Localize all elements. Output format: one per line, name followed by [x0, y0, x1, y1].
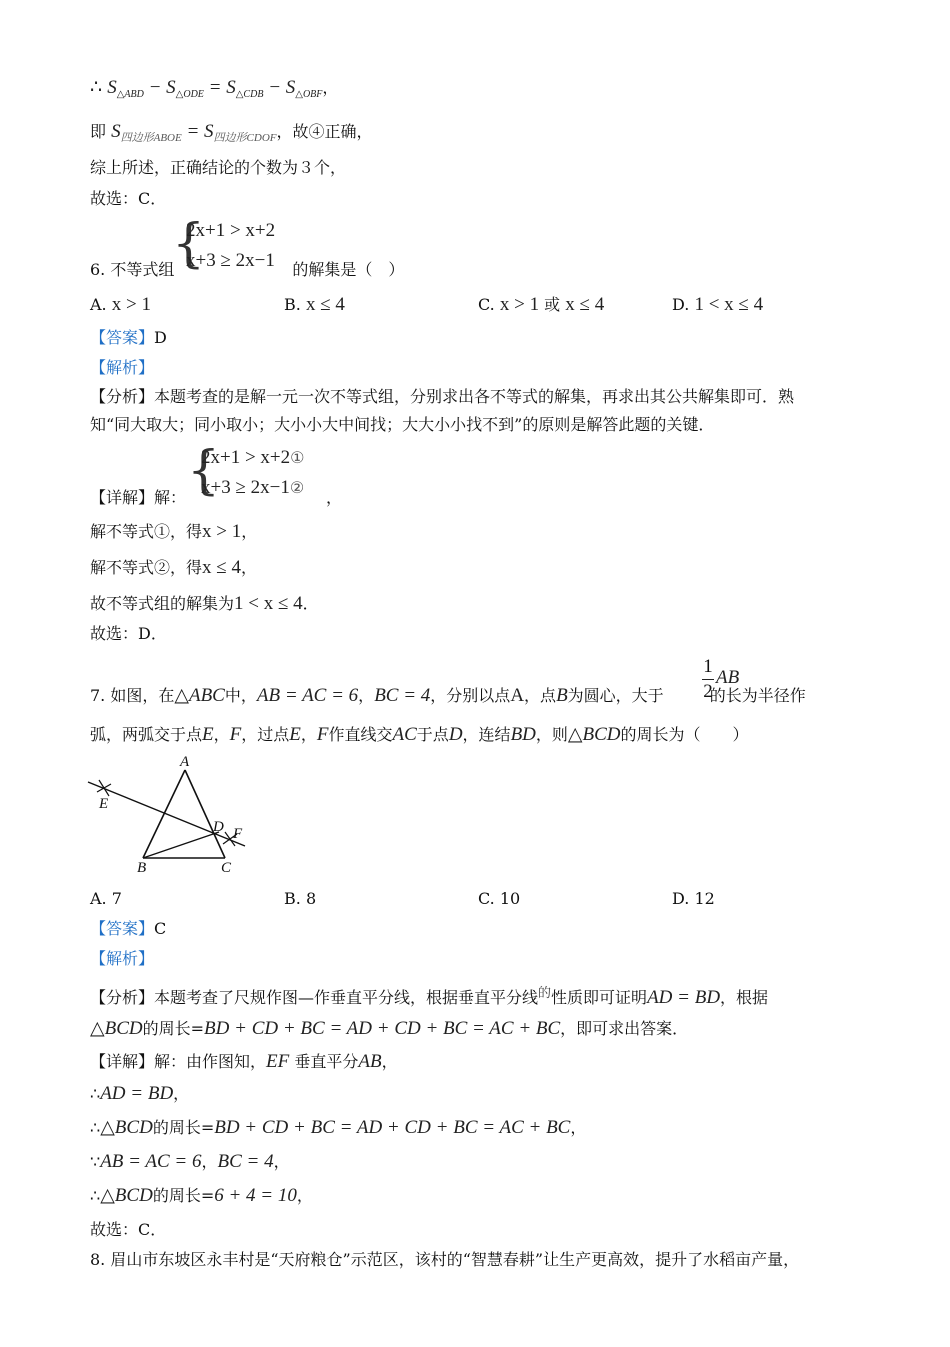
q6-step-1: 解不等式①，得x > 1，: [90, 521, 258, 542]
q8-stem: 8. 眉山市东坡区永丰村是“天府粮仓”示范区，该村的“智慧春耕”让生产更高效，提升了水稻亩产量，: [90, 1250, 800, 1269]
q7-option-d[interactable]: D. 12: [672, 889, 715, 908]
q6-option-c[interactable]: C. x > 1 或 x ≤ 4: [478, 294, 605, 315]
q7-stem-2: 弧，两弧交于点E，F，过点E，F作直线交AC于点D，连结BD，则△BCD的周长为（ ）: [90, 724, 749, 745]
side-ac: [185, 770, 225, 858]
prev-line-1: ∴ $S_{\triangle ABD} - S_{\triangle ODE} = S_{\triangle CDB} - S_{\triangle OBF}$，: [90, 77, 339, 100]
label-c: C: [221, 860, 232, 876]
q7-option-a[interactable]: A. 7: [90, 889, 122, 908]
q7-answer: 【答案】C: [90, 919, 167, 938]
prev-line-4: 故选：C．: [90, 189, 167, 208]
q7-step-1: ∴AD = BD，: [90, 1083, 190, 1104]
label-a: A: [180, 754, 190, 770]
q6-fenxi-1: 【分析】本题考查的是解一元一次不等式组，分别求出各不等式的解集，再求出其公共解集即可．熟: [90, 387, 795, 406]
arc-mark-e: [97, 780, 111, 796]
q6-detail-system: { 2x+1 > x+2① x+3 ≥ 2x−1②: [187, 441, 305, 501]
q6-option-a[interactable]: A. x > 1: [90, 294, 151, 315]
line-ef: [88, 782, 245, 846]
brace-glyph: {: [187, 441, 221, 501]
q6-fenxi-2: 知“同大取大；同小取小；大小小大中间找；大大小小找不到”的原则是解答此题的关键．: [90, 415, 715, 434]
label-e: E: [99, 796, 109, 812]
q7-fraction: 1 2: [703, 656, 713, 702]
fraction-bar: [702, 679, 714, 680]
q7-step-2: ∴△BCD的周长=BD + CD + BC = AD + CD + BC = AC + BC，: [90, 1117, 587, 1138]
q6-detail: 【详解】解： ，: [90, 488, 343, 507]
q6-option-d[interactable]: D. 1 < x ≤ 4: [672, 294, 764, 315]
q6-analysis-tag: 【解析】: [90, 358, 155, 377]
prev-eq-2: $S_{四边形ABOE} = S_{四边形CDOF}$: [111, 121, 277, 144]
q7-option-b[interactable]: B. 8: [284, 889, 317, 908]
prev-line-3: 综上所述，正确结论的个数为３个，: [90, 158, 347, 177]
q7-step-3: ∵AB = AC = 6，BC = 4，: [90, 1151, 290, 1172]
side-ab: [143, 770, 185, 858]
q6-step-2: 解不等式②，得x ≤ 4，: [90, 557, 257, 578]
q6-stem: 6. 不等式组 的解集是（ ）: [90, 260, 405, 279]
q7-stem-1: 7. 如图，在△ABC中，AB = AC = 6，BC = 4，分别以点A，点B为圆心，大于 的长为半径作: [90, 685, 806, 706]
label-f: F: [233, 826, 243, 842]
q6-ineq-2: x+3 ≥ 2x−1: [186, 250, 275, 271]
q6-step-3: 故不等式组的解集为1 < x ≤ 4．: [90, 593, 319, 614]
q7-step-4: ∴△BCD的周长=6 + 4 = 10，: [90, 1185, 313, 1206]
q7-analysis-tag: 【解析】: [90, 949, 155, 968]
prev-eq-1: $S_{\triangle ABD} - S_{\triangle ODE} = S_{\triangle CDB} - S_{\triangle OBF}$: [107, 77, 323, 100]
q7-option-c[interactable]: C. 10: [478, 889, 521, 908]
q7-detail: 【详解】解：由作图知，EF 垂直平分AB，: [90, 1051, 398, 1072]
q7-fraction-ab: AB: [716, 667, 740, 688]
label-b: B: [137, 860, 147, 876]
q6-option-b[interactable]: B. x ≤ 4: [284, 294, 345, 315]
prev-line-2: 即 $S_{四边形ABOE} = S_{四边形CDOF}$，故④正确，: [90, 121, 373, 144]
q6-choose: 故选：D．: [90, 624, 167, 643]
brace-glyph: {: [172, 214, 206, 274]
q7-choose: 故选：C．: [90, 1220, 167, 1239]
q7-figure: [85, 752, 255, 877]
q6-ineq-1: 2x+1 > x+2: [186, 220, 276, 241]
q6-answer: 【答案】D: [90, 328, 167, 347]
q7-fenxi-2: △BCD的周长=BD + CD + BC = AD + CD + BC = AC + BC，即可求出答案．: [90, 1018, 689, 1039]
label-d: D: [213, 819, 224, 835]
q7-fenxi-1: 【分析】本题考查了尺规作图—作垂直平分线，根据垂直平分线$^的$性质即可证明AD = BD，根据: [90, 986, 769, 1008]
